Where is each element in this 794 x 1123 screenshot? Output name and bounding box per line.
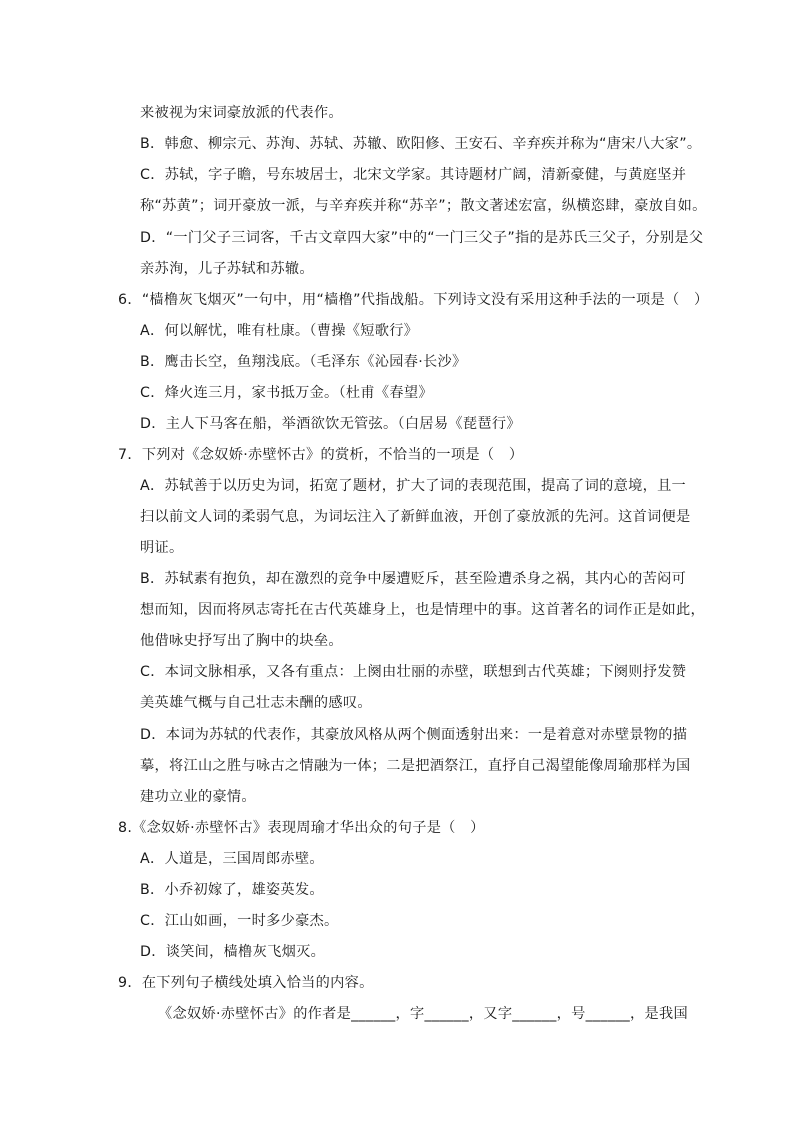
q8-option-b: B．小乔初嫁了，雄姿英发。: [140, 882, 324, 898]
q6-option-c: C．烽火连三月，家书抵万金。（杜甫《春望》: [140, 385, 433, 401]
q7-option-a-line-3: 明证。: [140, 540, 184, 556]
q7-option-b-line-2: 想而知，因而将夙志寄托在古代英雄身上，也是情理中的事。这首著名的词作正是如此，: [140, 602, 706, 618]
q8-option-c: C．江山如画，一时多少豪杰。: [140, 913, 339, 929]
option-b: B．韩愈、柳宗元、苏洵、苏轼、苏辙、欧阳修、王安石、辛弃疾并称为“唐宋八大家”。: [140, 136, 702, 152]
q7-option-d: D．本词为苏轼的代表作，其豪放风格从两个侧面透射出来：一是着意对赤壁景物的描: [140, 727, 688, 743]
q7-option-b-line-3: 他借咏史抒写出了胸中的块垒。: [140, 633, 343, 649]
q6-option-d: D．主人下马客在船，举酒欲饮无管弦。（白居易《琵琶行》: [140, 416, 521, 432]
option-c: C．苏轼，字子瞻，号东坡居士，北宋文学家。其诗题材广阔，清新豪健，与黄庭坚并: [140, 167, 687, 183]
q6-option-a: A．何以解忧，唯有杜康。（曹操《短歌行》: [140, 323, 419, 339]
q7-option-c-line-2: 美英雄气概与自己壮志未酬的感叹。: [140, 695, 372, 711]
q6-option-b: B．鹰击长空，鱼翔浅底。（毛泽东《沁园春·长沙》: [140, 354, 467, 370]
option-d-continuation: 亲苏洵，儿子苏轼和苏辙。: [140, 261, 314, 277]
q7-option-d-line-2: 摹，将江山之胜与咏古之情融为一体；二是把酒祭江，直抒自己渴望能像周瑜那样为国: [140, 758, 691, 774]
option-a-continuation: 来被视为宋词豪放派的代表作。: [140, 105, 343, 121]
q7-option-b: B．苏轼素有抱负，却在激烈的竞争中屡遭贬斥，甚至险遭杀身之祸，其内心的苦闷可: [140, 571, 687, 587]
q7-option-d-line-3: 建功立业的豪情。: [140, 789, 256, 805]
question-6: 6．“樯橹灰飞烟灭”一句中，用“樯橹”代指战船。下列诗文没有采用这种手法的一项是（ ）: [118, 292, 709, 308]
q7-option-a-line-2: 扫以前文人词的柔弱气息，为词坛注入了新鲜血液，开创了豪放派的先河。这首词便是: [140, 509, 691, 525]
option-c-continuation: 称“苏黄”；词开豪放一派，与辛弃疾并称“苏辛”；散文著述宏富，纵横恣肆，豪放自如。: [140, 198, 707, 214]
question-7: 7．下列对《念奴娇·赤壁怀古》的赏析，不恰当的一项是（ ）: [118, 447, 524, 463]
question-8: 8.《念奴娇·赤壁怀古》表现周瑜才华出众的句子是（ ）: [118, 820, 485, 836]
question-9: 9．在下列句子横线处填入恰当的内容。: [118, 975, 374, 991]
q8-option-d: D．谈笑间，樯橹灰飞烟灭。: [140, 944, 326, 960]
q9-fill-blank-sentence: 《念奴娇·赤壁怀古》的作者是______，字______，又字______，号______，是我国: [158, 1006, 688, 1022]
q8-option-a: A．人道是，三国周郎赤壁。: [140, 851, 324, 867]
option-d: D．“一门父子三词客，千古文章四大家”中的“一门三父子”指的是苏氏三父子，分别是父: [140, 230, 704, 246]
q7-option-c: C．本词文脉相承，又各有重点：上阕由壮丽的赤壁，联想到古代英雄；下阕则抒发赞: [140, 664, 687, 680]
q7-option-a: A．苏轼善于以历史为词，拓宽了题材，扩大了词的表现范围，提高了词的意境，且一: [140, 478, 687, 494]
